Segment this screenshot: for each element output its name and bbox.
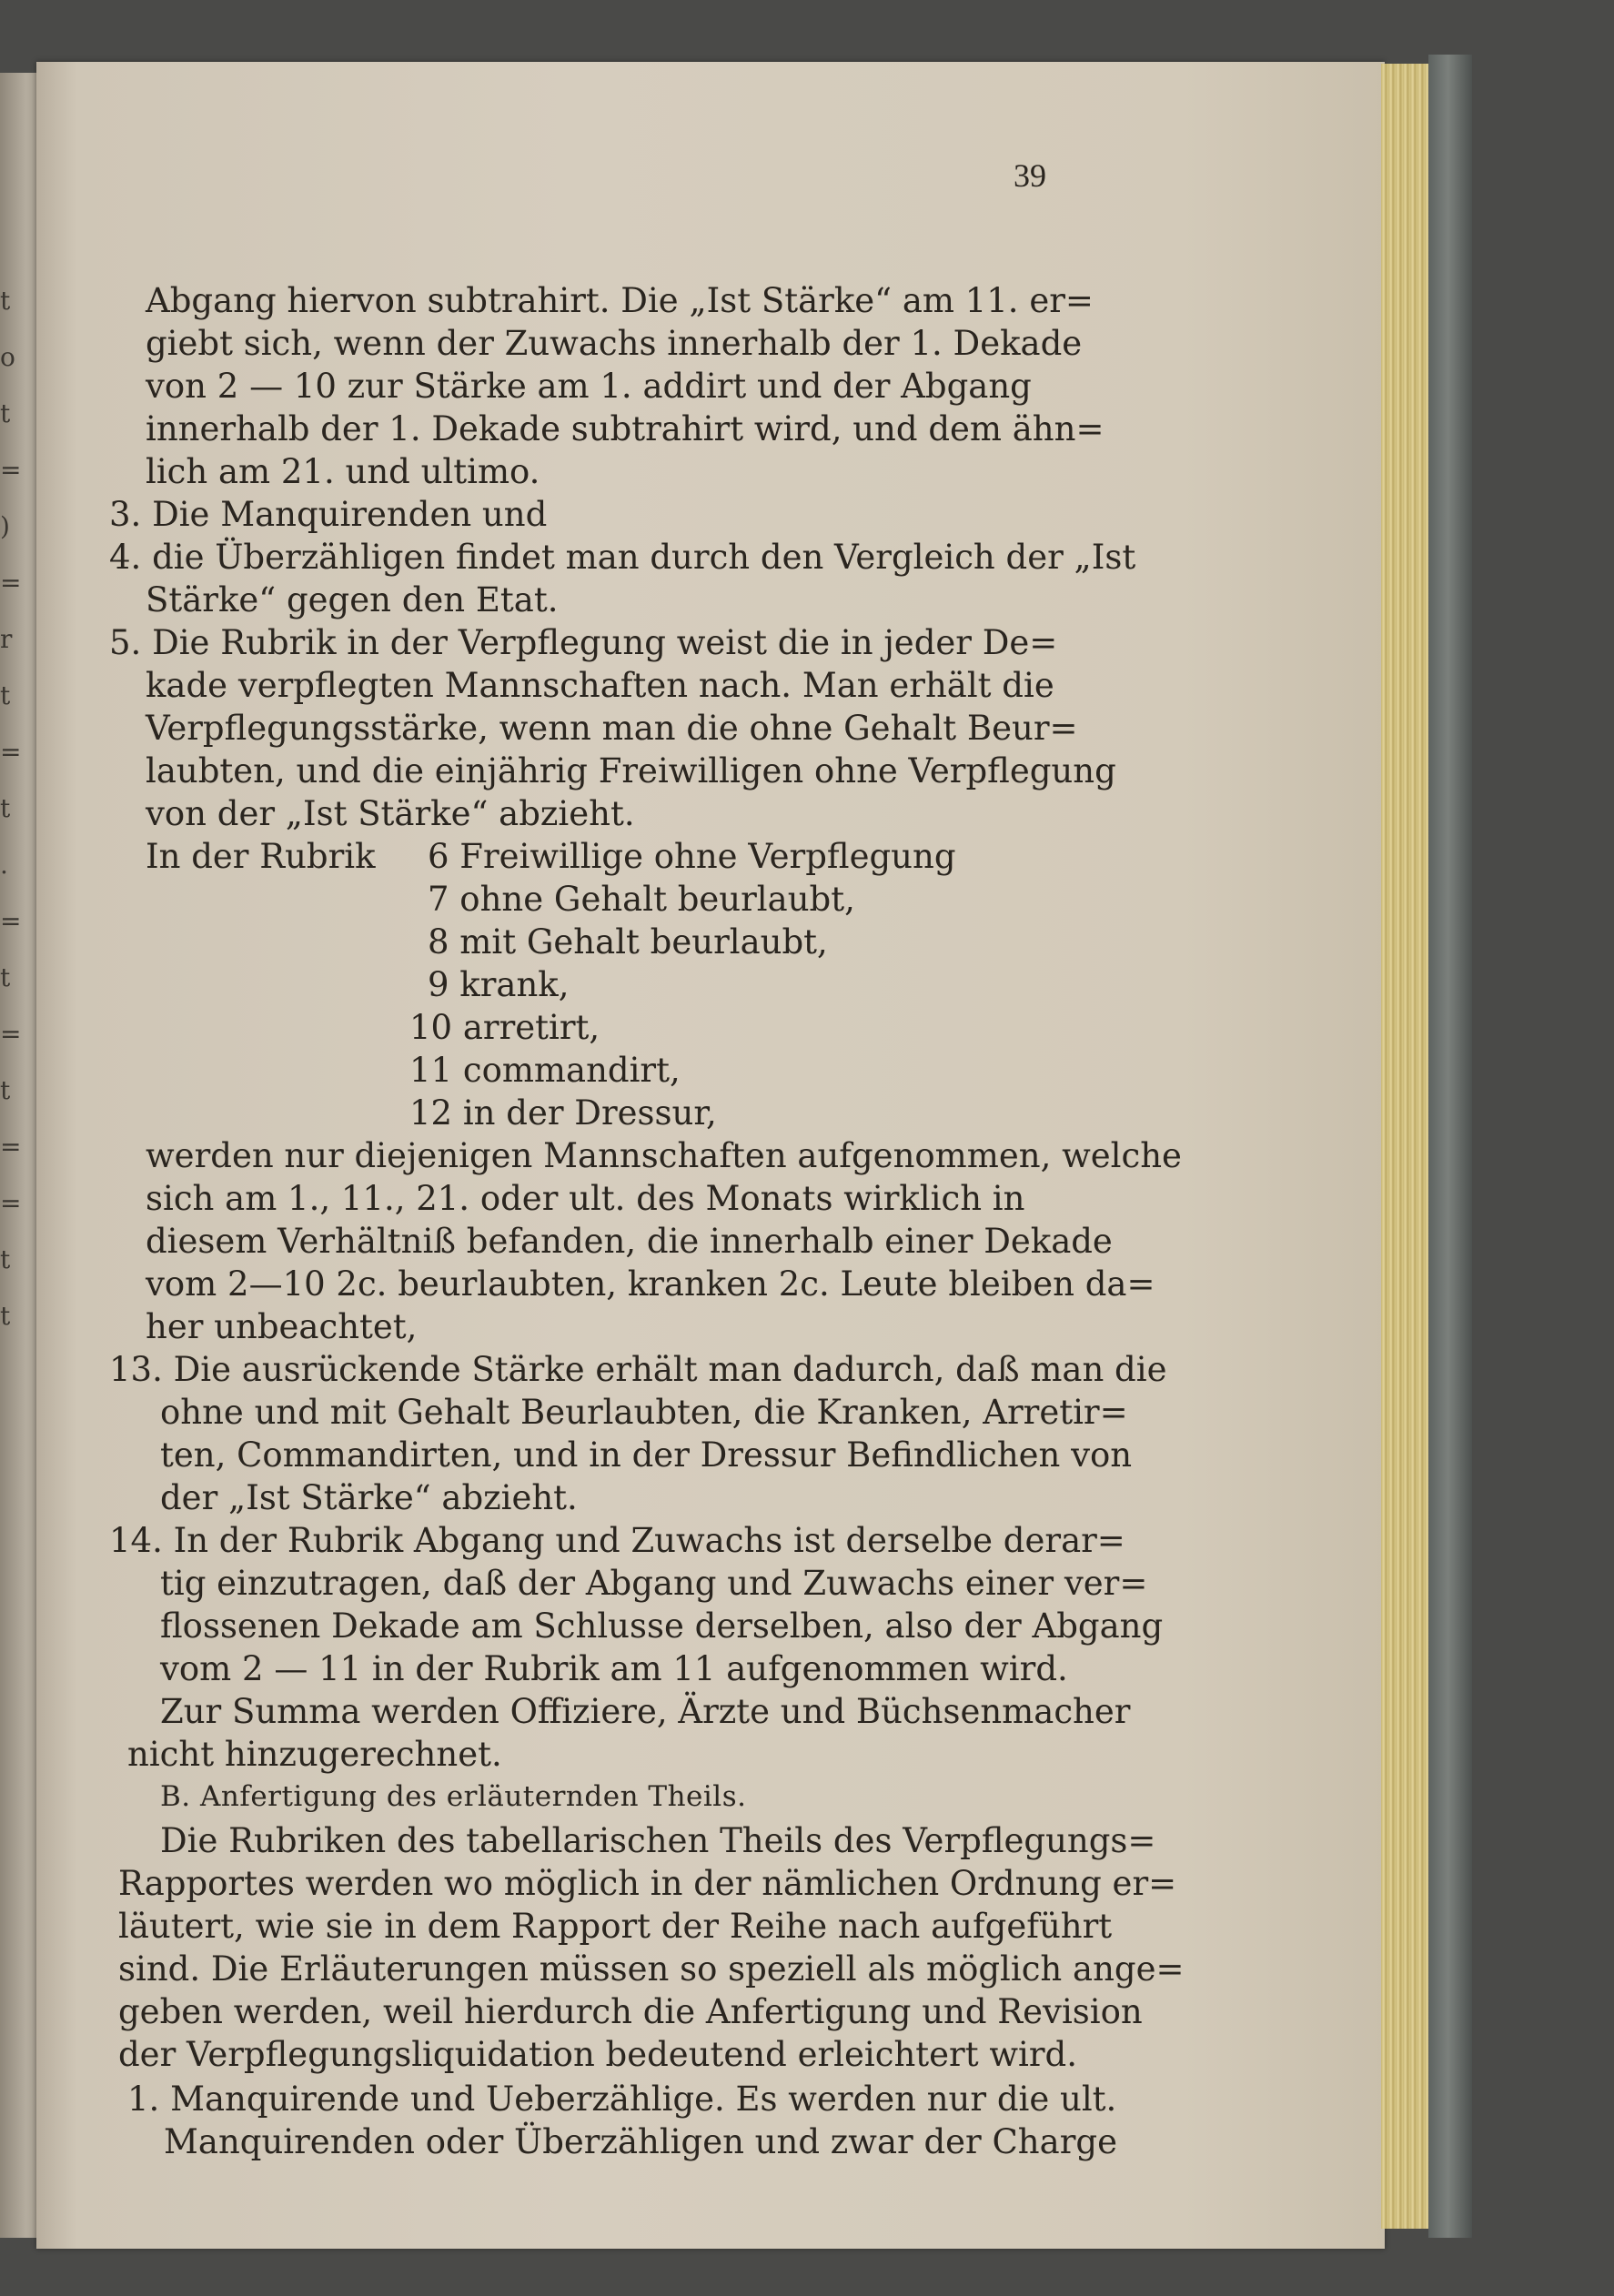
- margin-fragment: =: [0, 1188, 22, 1218]
- text-line: Zur Summa werden Offiziere, Ärzte und Büchsenmacher: [160, 1692, 1131, 1731]
- text-line: von der „Ist Stärke“ abzieht.: [146, 794, 635, 833]
- text-line: vom 2—10 2c. beurlaubten, kranken 2c. Leute bleiben da=: [146, 1264, 1155, 1304]
- text-line: tig einzutragen, daß der Abgang und Zuwachs einer ver=: [160, 1564, 1148, 1603]
- page-number: 39: [1014, 157, 1046, 194]
- text-line: 5. Die Rubrik in der Verpflegung weist die in jeder De=: [109, 623, 1058, 662]
- book-page: [36, 62, 1385, 2249]
- margin-fragment: t: [0, 1301, 11, 1331]
- margin-fragment: =: [0, 1019, 22, 1049]
- margin-fragment: ): [0, 511, 10, 541]
- text-line: giebt sich, wenn der Zuwachs innerhalb der 1. Dekade: [146, 324, 1083, 363]
- text-line: innerhalb der 1. Dekade subtrahirt wird, und dem ähn=: [146, 409, 1105, 448]
- text-line: Manquirenden oder Überzähligen und zwar der Charge: [164, 2122, 1117, 2161]
- rubric-item: 11 commandirt,: [409, 1051, 681, 1090]
- text-line: 14. In der Rubrik Abgang und Zuwachs ist derselbe derar=: [109, 1521, 1125, 1560]
- rubric-item: 6 Freiwillige ohne Verpflegung: [428, 837, 956, 876]
- text-line: Abgang hiervon subtrahirt. Die „Ist Stärke“ am 11. er=: [146, 281, 1094, 320]
- text-line: Verpflegungsstärke, wenn man die ohne Gehalt Beur=: [146, 709, 1078, 748]
- text-line: der „Ist Stärke“ abzieht.: [160, 1478, 578, 1517]
- text-line: läutert, wie sie in dem Rapport der Reihe nach aufgeführt: [118, 1907, 1113, 1946]
- margin-fragment: =: [0, 568, 22, 598]
- rubric-item: 7 ohne Gehalt beurlaubt,: [428, 880, 855, 919]
- section-heading: B. Anfertigung des erläuternden Theils.: [160, 1780, 747, 1813]
- rubric-item: 9 krank,: [428, 965, 570, 1004]
- book-cover: [1428, 55, 1472, 2238]
- text-line: vom 2 — 11 in der Rubrik am 11 aufgenommen wird.: [160, 1649, 1068, 1688]
- text-line: 1. Manquirende und Ueberzählige. Es werden nur die ult.: [127, 2079, 1117, 2119]
- text-line: Die Rubriken des tabellarischen Theils des Verpflegungs=: [160, 1821, 1156, 1860]
- text-line: sind. Die Erläuterungen müssen so speziell als möglich ange=: [118, 1949, 1185, 1989]
- text-line: her unbeachtet,: [146, 1307, 418, 1346]
- margin-fragment: t: [0, 793, 11, 823]
- text-line: diesem Verhältniß befanden, die innerhalb einer Dekade: [146, 1222, 1113, 1261]
- margin-fragment: t: [0, 286, 11, 316]
- rubric-item: 12 in der Dressur,: [409, 1093, 717, 1133]
- margin-fragment: t: [0, 1075, 11, 1105]
- margin-fragment: .: [0, 850, 8, 880]
- text-line: 3. Die Manquirenden und: [109, 495, 548, 534]
- text-line: lich am 21. und ultimo.: [146, 452, 540, 491]
- margin-fragment: t: [0, 962, 11, 992]
- margin-fragment: t: [0, 680, 11, 710]
- margin-fragment: t: [0, 398, 11, 428]
- text-line: kade verpflegten Mannschaften nach. Man erhält die: [146, 666, 1054, 705]
- rubric-item: 10 arretirt,: [409, 1008, 600, 1047]
- text-line: ohne und mit Gehalt Beurlaubten, die Kranken, Arretir=: [160, 1393, 1128, 1432]
- text-line: In der Rubrik: [146, 837, 376, 876]
- text-line: Rapportes werden wo möglich in der nämlichen Ordnung er=: [118, 1864, 1177, 1903]
- page-block-edges: [1381, 64, 1428, 2229]
- margin-fragment: =: [0, 455, 22, 485]
- text-line: von 2 — 10 zur Stärke am 1. addirt und der Abgang: [146, 367, 1032, 406]
- margin-fragment: r: [0, 624, 13, 654]
- text-line: laubten, und die einjährig Freiwilligen ohne Verpflegung: [146, 751, 1116, 791]
- margin-fragment: o: [0, 342, 15, 372]
- page-text: [36, 62, 1385, 2249]
- text-line: sich am 1., 11., 21. oder ult. des Monats wirklich in: [146, 1179, 1025, 1218]
- facing-page-margin-fragments: [0, 273, 22, 2092]
- text-line: 13. Die ausrückende Stärke erhält man dadurch, daß man die: [109, 1350, 1167, 1389]
- text-line: 4. die Überzähligen findet man durch den Vergleich der „Ist: [109, 538, 1136, 577]
- text-line: nicht hinzugerechnet.: [127, 1735, 502, 1774]
- text-line: geben werden, weil hierdurch die Anfertigung und Revision: [118, 1992, 1143, 2031]
- text-line: der Verpflegungsliquidation bedeutend erleichtert wird.: [118, 2035, 1077, 2074]
- margin-fragment: =: [0, 737, 22, 767]
- text-line: werden nur diejenigen Mannschaften aufgenommen, welche: [146, 1136, 1182, 1175]
- text-line: Stärke“ gegen den Etat.: [146, 580, 559, 619]
- text-line: ten, Commandirten, und in der Dressur Befindlichen von: [160, 1435, 1133, 1475]
- margin-fragment: t: [0, 1244, 11, 1274]
- rubric-item: 8 mit Gehalt beurlaubt,: [428, 922, 828, 962]
- margin-fragment: =: [0, 906, 22, 936]
- text-line: flossenen Dekade am Schlusse derselben, also der Abgang: [160, 1606, 1164, 1646]
- margin-fragment: =: [0, 1132, 22, 1162]
